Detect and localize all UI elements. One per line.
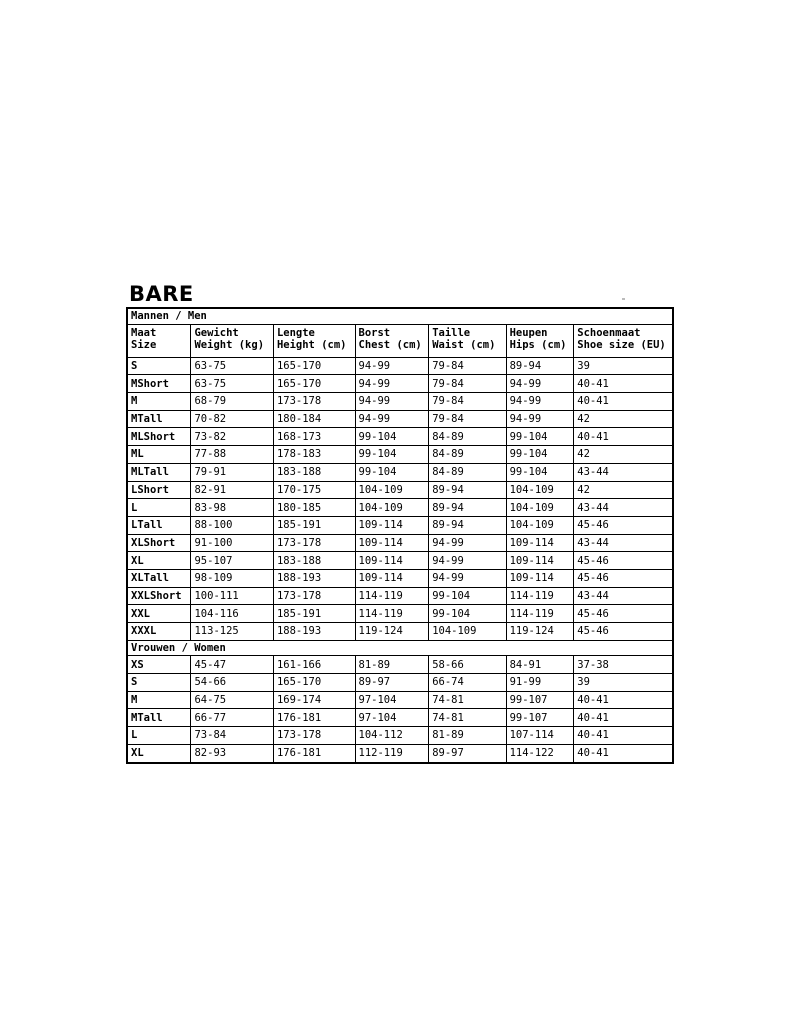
table-row [127, 569, 673, 587]
size-cell: L [127, 727, 191, 745]
value-cell: 99-104 [429, 587, 506, 605]
column-header-line: Weight (kg) [194, 338, 265, 351]
value-cell: 39 [574, 357, 673, 375]
column-header-line: Size [131, 338, 157, 351]
table-row [127, 587, 673, 605]
column-header-line: Height (cm) [276, 338, 347, 351]
value-cell: 79-84 [429, 393, 506, 411]
value-cell: 40-41 [574, 375, 673, 393]
value-cell: 94-99 [429, 569, 506, 587]
value-cell: 79-84 [429, 410, 506, 428]
table-row [127, 534, 673, 552]
value-cell: 173-178 [273, 727, 355, 745]
table-row [127, 691, 673, 709]
value-cell: 94-99 [355, 393, 429, 411]
value-cell: 81-89 [429, 727, 506, 745]
column-header-line: Taille [432, 326, 471, 339]
table-row [127, 446, 673, 464]
header-row [127, 324, 673, 357]
value-cell: 173-178 [273, 587, 355, 605]
column-header [355, 324, 429, 357]
value-cell: 37-38 [574, 656, 673, 674]
value-cell: 188-193 [273, 569, 355, 587]
value-cell: 169-174 [273, 691, 355, 709]
column-header [506, 324, 574, 357]
value-cell: 70-82 [191, 410, 273, 428]
value-cell: 89-94 [506, 357, 574, 375]
value-cell: 43-44 [574, 463, 673, 481]
value-cell: 173-178 [273, 393, 355, 411]
value-cell: 45-46 [574, 569, 673, 587]
value-cell: 109-114 [506, 534, 574, 552]
value-cell: 113-125 [191, 623, 273, 641]
value-cell: 91-99 [506, 674, 574, 692]
size-cell: XL [127, 552, 191, 570]
value-cell: 42 [574, 410, 673, 428]
value-cell: 40-41 [574, 393, 673, 411]
brand-title: BARE [129, 282, 194, 306]
value-cell: 94-99 [429, 534, 506, 552]
value-cell: 84-89 [429, 463, 506, 481]
value-cell: 99-104 [355, 428, 429, 446]
value-cell: 63-75 [191, 375, 273, 393]
value-cell: 104-116 [191, 605, 273, 623]
value-cell: 183-188 [273, 552, 355, 570]
size-cell: LTall [127, 516, 191, 534]
table-row [127, 552, 673, 570]
value-cell: 89-94 [429, 499, 506, 517]
value-cell: 98-109 [191, 569, 273, 587]
value-cell: 79-91 [191, 463, 273, 481]
column-header-line: Hips (cm) [509, 338, 567, 351]
value-cell: 114-119 [506, 587, 574, 605]
value-cell: 84-91 [506, 656, 574, 674]
value-cell: 99-104 [506, 428, 574, 446]
value-cell: 165-170 [273, 357, 355, 375]
section-title: Mannen / Men [127, 308, 673, 324]
value-cell: 94-99 [429, 552, 506, 570]
size-cell: XS [127, 656, 191, 674]
value-cell: 42 [574, 446, 673, 464]
table-row [127, 463, 673, 481]
column-header-line: Schoenmaat [577, 326, 641, 339]
section-title: Vrouwen / Women [127, 640, 673, 656]
size-cell: XXXL [127, 623, 191, 641]
table-row [127, 605, 673, 623]
value-cell: 176-181 [273, 744, 355, 762]
size-cell: XL [127, 744, 191, 762]
size-cell: MLShort [127, 428, 191, 446]
value-cell: 180-184 [273, 410, 355, 428]
size-cell: ML [127, 446, 191, 464]
column-header-line: Chest (cm) [358, 338, 422, 351]
value-cell: 89-97 [429, 744, 506, 762]
value-cell: 99-104 [355, 463, 429, 481]
column-header-line: Heupen [509, 326, 548, 339]
column-header [429, 324, 506, 357]
value-cell: 104-109 [355, 481, 429, 499]
value-cell: 45-46 [574, 605, 673, 623]
value-cell: 83-98 [191, 499, 273, 517]
value-cell: 109-114 [355, 569, 429, 587]
speck [622, 298, 625, 300]
value-cell: 99-104 [355, 446, 429, 464]
column-header-line: Maat [131, 326, 157, 339]
value-cell: 112-119 [355, 744, 429, 762]
value-cell: 188-193 [273, 623, 355, 641]
value-cell: 84-89 [429, 446, 506, 464]
value-cell: 64-75 [191, 691, 273, 709]
table-row [127, 393, 673, 411]
size-chart-body [127, 308, 673, 763]
value-cell: 109-114 [355, 552, 429, 570]
value-cell: 66-74 [429, 674, 506, 692]
table-row [127, 357, 673, 375]
column-header [191, 324, 273, 357]
value-cell: 178-183 [273, 446, 355, 464]
value-cell: 114-119 [355, 587, 429, 605]
column-header [273, 324, 355, 357]
value-cell: 43-44 [574, 499, 673, 517]
value-cell: 176-181 [273, 709, 355, 727]
value-cell: 45-46 [574, 623, 673, 641]
value-cell: 99-107 [506, 691, 574, 709]
value-cell: 94-99 [355, 375, 429, 393]
value-cell: 180-185 [273, 499, 355, 517]
value-cell: 89-94 [429, 516, 506, 534]
value-cell: 119-124 [355, 623, 429, 641]
value-cell: 168-173 [273, 428, 355, 446]
value-cell: 40-41 [574, 727, 673, 745]
table-row [127, 481, 673, 499]
value-cell: 81-89 [355, 656, 429, 674]
value-cell: 54-66 [191, 674, 273, 692]
size-cell: XLShort [127, 534, 191, 552]
size-cell: S [127, 357, 191, 375]
value-cell: 89-97 [355, 674, 429, 692]
table-row [127, 516, 673, 534]
value-cell: 79-84 [429, 357, 506, 375]
size-cell: MTall [127, 709, 191, 727]
value-cell: 100-111 [191, 587, 273, 605]
value-cell: 104-109 [506, 481, 574, 499]
table-row [127, 656, 673, 674]
value-cell: 99-104 [506, 446, 574, 464]
value-cell: 84-89 [429, 428, 506, 446]
value-cell: 185-191 [273, 516, 355, 534]
table-row [127, 727, 673, 745]
size-cell: XXLShort [127, 587, 191, 605]
size-chart-table [126, 307, 674, 764]
size-cell: MLTall [127, 463, 191, 481]
column-header-line: Lengte [276, 326, 315, 339]
value-cell: 104-109 [355, 499, 429, 517]
value-cell: 40-41 [574, 691, 673, 709]
size-cell: XXL [127, 605, 191, 623]
value-cell: 40-41 [574, 709, 673, 727]
value-cell: 74-81 [429, 691, 506, 709]
value-cell: 104-112 [355, 727, 429, 745]
value-cell: 185-191 [273, 605, 355, 623]
value-cell: 114-119 [506, 605, 574, 623]
column-header-line: Waist (cm) [432, 338, 496, 351]
value-cell: 109-114 [355, 534, 429, 552]
column-header-line: Borst [358, 326, 391, 339]
value-cell: 97-104 [355, 691, 429, 709]
value-cell: 119-124 [506, 623, 574, 641]
value-cell: 40-41 [574, 744, 673, 762]
value-cell: 173-178 [273, 534, 355, 552]
table-row [127, 499, 673, 517]
value-cell: 63-75 [191, 357, 273, 375]
value-cell: 99-104 [506, 463, 574, 481]
table-row [127, 744, 673, 762]
value-cell: 104-109 [506, 516, 574, 534]
size-cell: MShort [127, 375, 191, 393]
value-cell: 88-100 [191, 516, 273, 534]
value-cell: 114-122 [506, 744, 574, 762]
value-cell: 109-114 [506, 569, 574, 587]
value-cell: 39 [574, 674, 673, 692]
table-row [127, 375, 673, 393]
value-cell: 109-114 [506, 552, 574, 570]
value-cell: 94-99 [506, 393, 574, 411]
value-cell: 58-66 [429, 656, 506, 674]
value-cell: 82-91 [191, 481, 273, 499]
value-cell: 99-107 [506, 709, 574, 727]
value-cell: 68-79 [191, 393, 273, 411]
value-cell: 165-170 [273, 674, 355, 692]
value-cell: 114-119 [355, 605, 429, 623]
size-cell: S [127, 674, 191, 692]
value-cell: 165-170 [273, 375, 355, 393]
value-cell: 94-99 [506, 410, 574, 428]
value-cell: 40-41 [574, 428, 673, 446]
value-cell: 77-88 [191, 446, 273, 464]
table-row [127, 410, 673, 428]
table-row [127, 428, 673, 446]
section-row [127, 640, 673, 656]
value-cell: 79-84 [429, 375, 506, 393]
value-cell: 94-99 [355, 410, 429, 428]
value-cell: 91-100 [191, 534, 273, 552]
table-row [127, 623, 673, 641]
value-cell: 183-188 [273, 463, 355, 481]
value-cell: 89-94 [429, 481, 506, 499]
value-cell: 161-166 [273, 656, 355, 674]
value-cell: 170-175 [273, 481, 355, 499]
value-cell: 107-114 [506, 727, 574, 745]
table-row [127, 674, 673, 692]
value-cell: 45-47 [191, 656, 273, 674]
value-cell: 42 [574, 481, 673, 499]
value-cell: 73-84 [191, 727, 273, 745]
section-row [127, 308, 673, 324]
column-header [574, 324, 673, 357]
value-cell: 94-99 [506, 375, 574, 393]
value-cell: 82-93 [191, 744, 273, 762]
value-cell: 66-77 [191, 709, 273, 727]
size-cell: M [127, 393, 191, 411]
column-header-line: Shoe size (EU) [577, 338, 666, 351]
value-cell: 74-81 [429, 709, 506, 727]
column-header [127, 324, 191, 357]
value-cell: 104-109 [506, 499, 574, 517]
table-row [127, 709, 673, 727]
size-cell: MTall [127, 410, 191, 428]
value-cell: 109-114 [355, 516, 429, 534]
size-cell: LShort [127, 481, 191, 499]
value-cell: 94-99 [355, 357, 429, 375]
value-cell: 95-107 [191, 552, 273, 570]
value-cell: 45-46 [574, 552, 673, 570]
value-cell: 73-82 [191, 428, 273, 446]
size-cell: XLTall [127, 569, 191, 587]
value-cell: 43-44 [574, 587, 673, 605]
value-cell: 45-46 [574, 516, 673, 534]
size-cell: L [127, 499, 191, 517]
value-cell: 104-109 [429, 623, 506, 641]
value-cell: 99-104 [429, 605, 506, 623]
size-cell: M [127, 691, 191, 709]
column-header-line: Gewicht [194, 326, 239, 339]
value-cell: 97-104 [355, 709, 429, 727]
value-cell: 43-44 [574, 534, 673, 552]
